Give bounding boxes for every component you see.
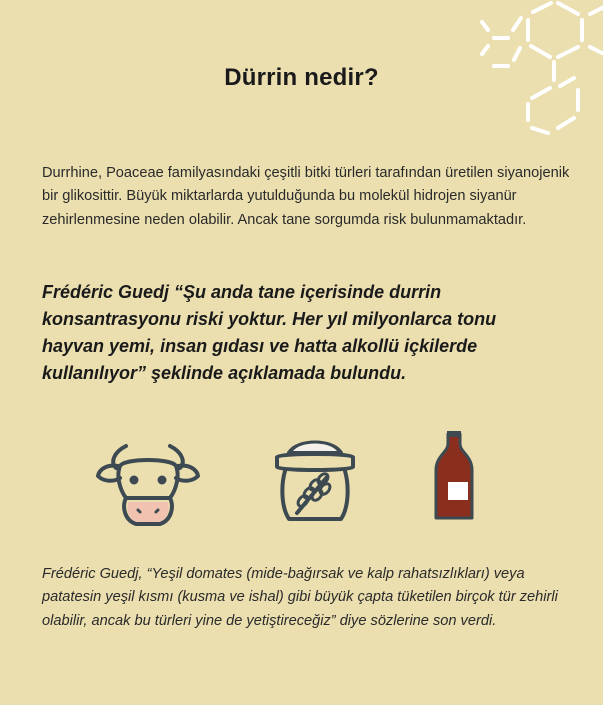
bottle-icon	[432, 430, 476, 522]
intro-paragraph: Durrhine, Poaceae familyasındaki çeşitli bitki türleri tarafından üretilen siyanojenik bir glikosittir. Büyük miktarlarda yutulduğunda bu molekül hidrojen siyanür zehirlenmesine neden olabilir. Ancak tane sorgumda risk bulunmamaktadır.	[42, 165, 570, 228]
quote-paragraph: Frédéric Guedj “Şu anda tane içerisinde durrin konsantrasyonu riski yoktur. Her yıl milyonlarca tonu hayvan yemi, insan gıdası ve hatta alkollü içkilerde kullanılıyor” şeklinde açıklamada bulundu.	[42, 282, 497, 383]
page-title: Dürrin nedir?	[224, 64, 379, 91]
cow-icon	[96, 440, 200, 528]
closing-paragraph: Frédéric Guedj, “Yeşil domates (mide-bağırsak ve kalp rahatsızlıkları) veya patatesin yeşil kısmı (kusma ve ishal) gibi büyük çapta tüketilen birçok tür zehirli olabilir, ancak bu türleri yine de yetiştireceğiz” diye sözlerine son verdi.	[42, 566, 558, 629]
grain-sack-icon	[273, 433, 357, 523]
